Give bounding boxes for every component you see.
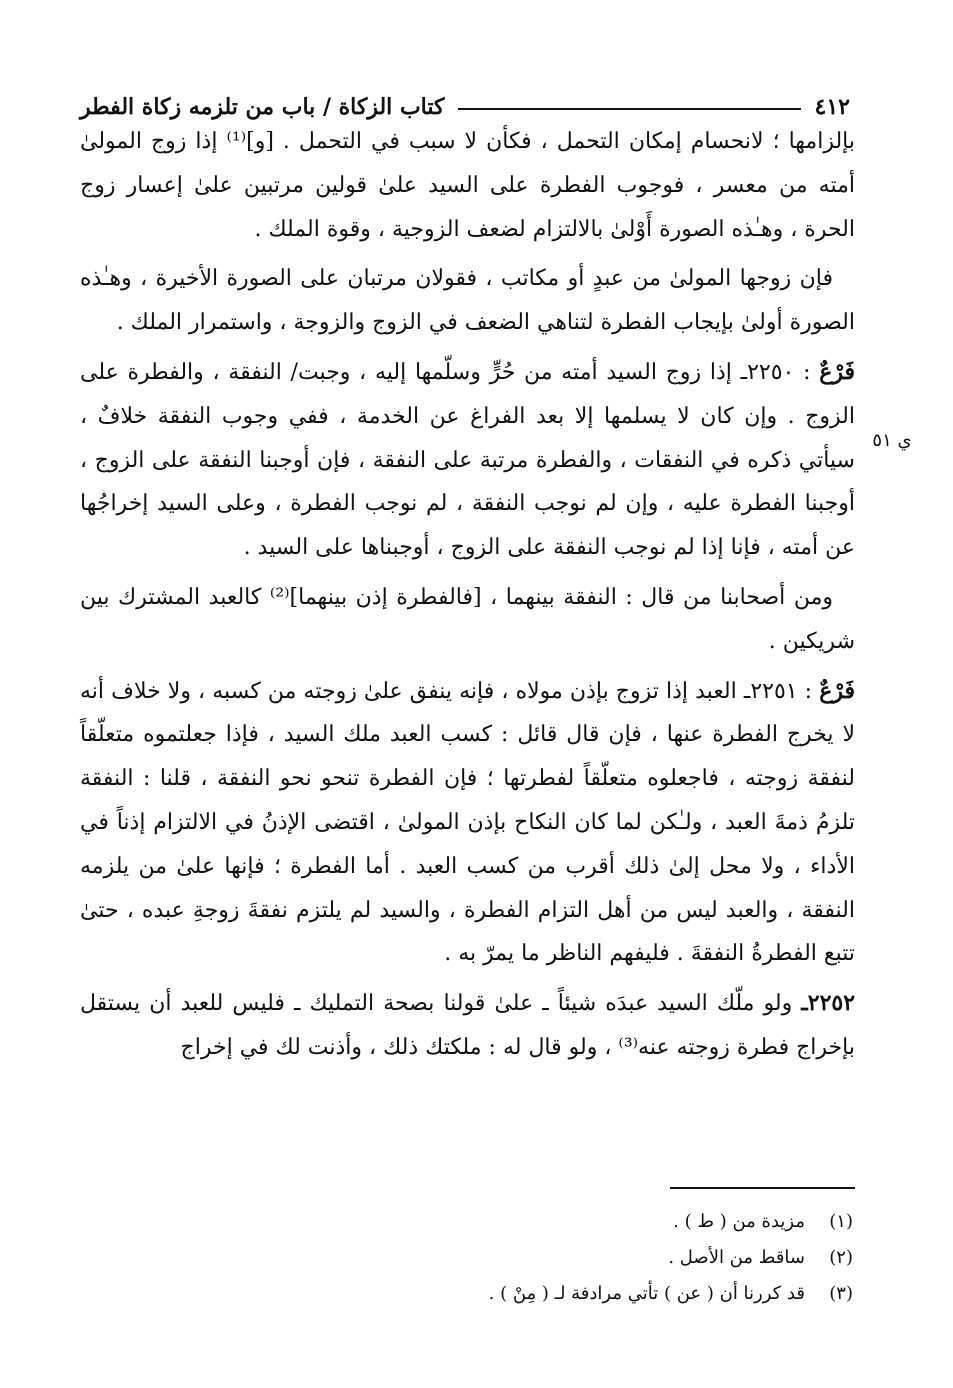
far-heading: فَرْعٌ	[819, 677, 856, 704]
footnote-number: (١)	[829, 1211, 853, 1232]
page-header	[80, 80, 850, 120]
paragraph-2	[80, 257, 855, 345]
paragraph-text: فإن زوجها المولىٰ من عبدٍ أو مكاتب ، فقولان مرتبان على الصورة الأخيرة ، وهـٰذه الصورة أولىٰ بإيجاب الفطرة لتناهي الضعف في الزوج والزوجة ، واستمرار الملك .	[80, 266, 855, 336]
paragraph-far-2251	[80, 670, 855, 977]
footnote-3	[300, 1276, 853, 1312]
running-title: كتاب الزكاة / باب من تلزمه زكاة الفطر	[80, 94, 445, 120]
paragraph-text: ومن أصحابنا من قال : النفقة بينهما ، [فالفطرة إذن بينهما]⁽²⁾ كالعبد المشترك بين شريكين .	[80, 584, 855, 654]
footnote-text: مزيدة من ( ط ) .	[673, 1211, 805, 1232]
paragraph-text: ولو ملّك السيد عبدَه شيئاً ـ علىٰ قولنا بصحة التمليك ـ فليس للعبد أن يستقل بإخراج فطرة زوجته عنه⁽³⁾ ، ولو قال له : ملكتك ذلك ، وأذنت لك في إخراج	[80, 991, 855, 1060]
paragraph-text: : ٢٢٥١ـ العبد إذا تزوج بإذن مولاه ، فإنه ينفق علىٰ زوجته من كسبه ، ولا خلاف أنه لا يخرج الفطرة عنها ، فإن قال قائل : كسب العبد ملك السيد ، فإذا جعلتموه متعلّقاً لنفقة زوجته ، فاجعلوه متعلّقاً لفطرتها ؛ فإن الفطرة تنحو نحو النفقة ، قلنا : النفقة تلزمُ ذمةَ العبد ، ولـٰكن لما كان النكاح بإذن المولىٰ ، اقتضى الإذنُ في الالتزام إذناً في الأداء ، ولا محل إلىٰ ذلك أقرب من كسب العبد . أما الفطرة ؛ فإنها علىٰ من يلزمه النفقة ، والعبد ليس من أهل التزام الفطرة ، والسيد لم يلتزم نفقةَ زوجةِ عبده ، حتىٰ تتبع الفطرةُ النفقةَ . فليفهم الناظر ما يمرّ به .	[80, 678, 855, 967]
main-text	[80, 120, 855, 1070]
paragraph-text: : ٢٢٥٠ـ إذا زوج السيد أمته من حُرٍّ وسلّمها إليه ، وجبت/ النفقة ، والفطرة على الزوج . وإن كان لا يسلمها إلا بعد الفراغ عن الخدمة ، ففي وجوب النفقة خلافٌ ، سيأتي ذكره في النفقات ، والفطرة مرتبة على النفقة ، فإن أوجبنا النفقة على الزوج ، أوجبنا الفطرة عليه ، وإن لم نوجب النفقة ، لم نوجب الفطرة ، وعلى السيد إخراجُها عن أمته ، فإنا إذا لم نوجب النفقة على الزوج ، أوجبناها على السيد .	[80, 359, 856, 561]
paragraph-far-2250	[80, 351, 855, 570]
paragraph-2252	[80, 982, 855, 1070]
footnote-text: ساقط من الأصل .	[668, 1247, 805, 1268]
footnote-rule	[670, 1187, 855, 1189]
page-number: ٤١٢	[814, 94, 850, 120]
footnote-number: (٢)	[829, 1247, 853, 1268]
issue-number: ٢٢٥٢ـ	[801, 990, 856, 1017]
paragraph-4	[80, 576, 855, 664]
footnote-1	[300, 1204, 853, 1240]
footnote-number: (٣)	[829, 1283, 853, 1304]
paragraph-1	[80, 120, 855, 251]
far-heading: فَرْعٌ	[819, 358, 856, 385]
footnote-text: قد كررنا أن ( عن ) تأتي مرادفة لـ ( مِنْ ) .	[488, 1283, 805, 1304]
footnote-2	[300, 1240, 853, 1276]
header-rule	[458, 108, 800, 110]
footnotes	[300, 1204, 853, 1312]
margin-folio-note: ي ٥١	[872, 430, 912, 451]
paragraph-text: بإلزامها ؛ لانحسام إمكان التحمل ، فكأن لا سبب في التحمل . [و]⁽¹⁾ إذا زوج المولىٰ أمته من معسر ، فوجوب الفطرة على السيد علىٰ قولين مرتبين علىٰ إعسار زوج الحرة ، وهـٰذه الصورة أَوْلىٰ بالالتزام لضعف الزوجية ، وقوة الملك .	[80, 129, 855, 242]
